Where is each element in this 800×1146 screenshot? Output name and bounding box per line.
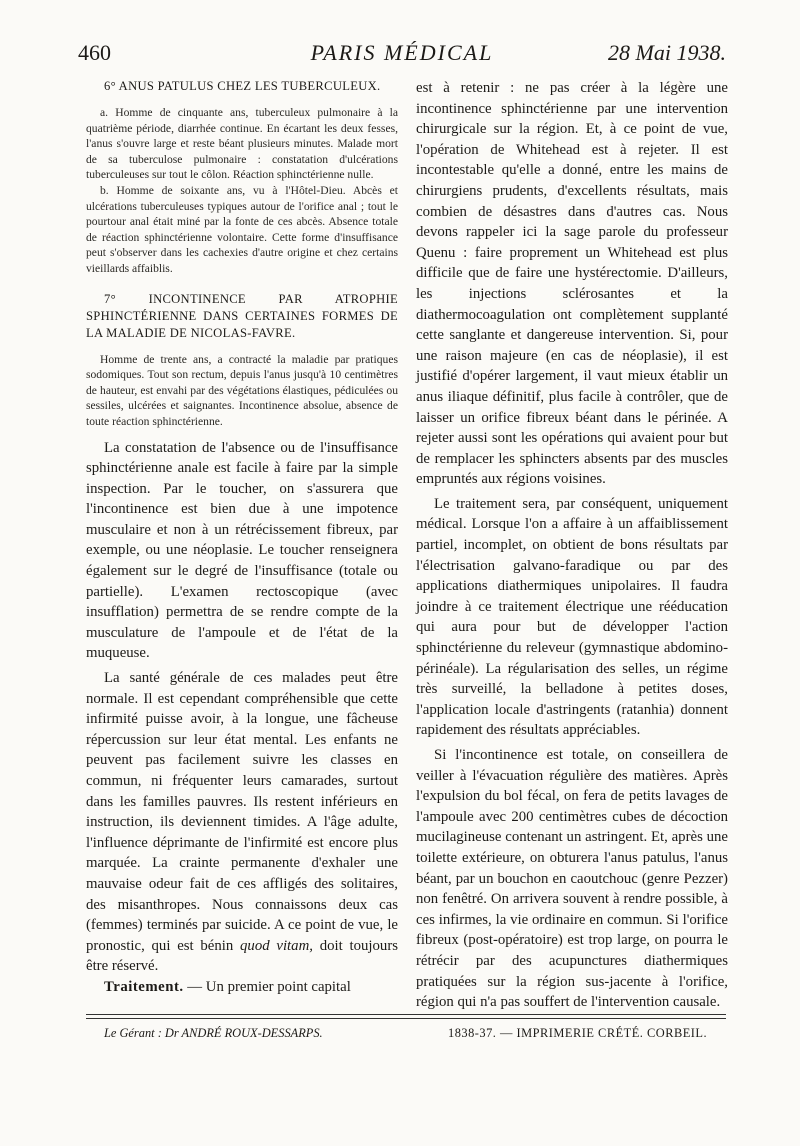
paragraph-general-health-end: doit toujours être réservé. — [86, 937, 399, 975]
section-6-title: 6° ANUS PATULUS CHEZ LES TUBERCULEUX. — [104, 79, 381, 93]
paragraph-medical-treatment: Le traitement sera, par conséquent, uniquement médical. Lorsque l'on a affaire à un affaiblissement partiel, incomplet, on obtient de bons résultats par l'électrisation galvano-faradique ou par des applications diathermiques unipolaires. Il faudra joindre à ce traitement électrique une rééducation qui aura pour but de développer l'action sphinctérienne du releveur (gymnastique abdomino-périnéale). La régularisation des selles, un régime très surveillé, la belladone à petites doses, l'application locale d'astringents (ratanhia) donnent rapidement des résultats appréciables. — [416, 495, 728, 739]
footer-printer: 1838-37. — IMPRIMERIE CRÉTÉ. CORBEIL. — [448, 1026, 708, 1040]
latin-quote: quod vitam, — [240, 937, 313, 954]
treatment-label: Traitement. — [104, 978, 184, 995]
treatment-start: — Un premier point capital — [183, 978, 351, 995]
footer-rule-secondary — [86, 1018, 726, 1019]
left-column — [86, 78, 398, 998]
paragraph-inspection: La constatation de l'absence ou de l'insuffisance sphinctérienne anale est facile à faire par la simple inspection. Par le toucher, on s'assurera que l'incontinence est bien due à une impotence musculaire et non à un rétrécissement fibreux, par exemple, ou une néoplasie. Le toucher renseignera également sur le degré de l'insuffisance (totale ou partielle). L'examen rectoscopique (avec insufflation) permettra de se rendre compte de la musculature de l'ampoule et de l'état de la muqueuse. — [86, 439, 398, 662]
page-number: 460 — [78, 40, 111, 65]
paragraph-general-health-text: La santé générale de ces malades peut être normale. Il est cependant compréhensible que cette infirmité puisse avoir, à la longue, une fâcheuse répercussion sur leur état mental. Les enfants ne peuvent pas facilement suivre les classes en commun, ni fréquenter leurs camarades, surtout dans les familles pauvres. Ils restent inférieurs en instruction, ils deviennent timides. A l'âge adulte, l'influence déprimante de l'infirmité est encore plus marquée. La crainte permanente d'exhaler une mauvaise odeur fait de ces affligés des solitaires, des misanthropes. Nous connaissons deux cas (femmes) terminés par suicide. A ce point de vue, le pronostic, qui est bénin — [86, 670, 398, 954]
case-b: b. Homme de soixante ans, vu à l'Hôtel-Dieu. Abcès et ulcérations tuberculeuses typiques autour de l'orifice anal ; tout le pourtour anal était miné par la fonte de ces abcès. Absence totale de réaction sphinctérienne volontaire. Cette forme d'insuffisance peut s'observer dans les cachexies d'autre origine et chez certains vieillards affaiblis. — [86, 183, 398, 275]
case-a: a. Homme de cinquante ans, tuberculeux pulmonaire à la quatrième période, diarrhée continue. En écartant les deux fesses, l'anus s'ouvre large et reste béant plusieurs minutes. Malade mort de sa tuberculose pulmonaire : constatation d'ulcérations tuberculeuses sur tout le côlon. Réaction sphinctérienne nulle. — [86, 106, 398, 182]
paragraph-continuation: est à retenir : ne pas créer à la légère une incontinence sphinctérienne par une intervention chirurgicale sur la région. Et, à ce point de vue, l'opération de Whitehead est à rejeter. Il est incontestable qu'elle a donné, entre les mains de chirurgiens prudents, d'excellents résultats, mais combien de désastres dans d'autres cas. Nous devons rappeler ici la sage parole du professeur Quenu : faire proprement un Whitehead est plus difficile que de faire une hystérectomie. D'ailleurs, les injections sclérosantes et la diathermocoagulation ont complètement supplanté cette sanglante et dangereuse intervention. Si, pour une raison majeure (en cas de néoplasie), il est justifié d'opérer largement, il vaut mieux établir un anus iliaque définitif, plus facile à contrôler, que de laisser un orifice fibreux béant dans le périnée. A rejeter aussi sont les opérations qui avaient pour but de remplacer les sphincters absents par des muscles empruntés aux régions voisines. — [416, 80, 728, 488]
page-header — [78, 40, 726, 72]
footer-rule — [86, 1014, 726, 1015]
right-column — [416, 78, 728, 1013]
treatment-heading-line — [86, 977, 398, 998]
paragraph-total-incontinence: Si l'incontinence est totale, on conseillera de veiller à l'évacuation régulière des matières. Après l'expulsion du bol fécal, on fera de petits lavages de l'ampoule avec 200 centimètres cubes de décoction mucilagineuse contenant un astringent. Et, après une toilette extérieure, on obturera l'anus patulus, l'anus béant, par un bouchon en caoutchouc (genre Pezzer) non fenêtré. On arrivera souvent à rendre possible, à ces infirmes, la vie ordinaire en commun. Si l'orifice fibreux (post-opératoire) est trop large, on pourra le rétrécir par des acupunctures diathermiques pratiquées sur la région sus-jacente à l'orifice, région qui n'a pas souffert de l'intervention causale. — [416, 747, 728, 1011]
paragraph-general-health — [86, 668, 398, 977]
section-7-title: 7° INCONTINENCE PAR ATROPHIE SPHINCTÉRIENNE DANS CERTAINES FORMES DE LA MALADIE DE NICOLAS-FAVRE. — [86, 291, 398, 340]
footer-manager: Le Gérant : Dr ANDRÉ ROUX-DESSARPS. — [104, 1026, 323, 1040]
issue-date: 28 Mai 1938. — [608, 40, 726, 65]
journal-title: PARIS MÉDICAL — [310, 40, 494, 65]
case-7: Homme de trente ans, a contracté la maladie par pratiques sodomiques. Tout son rectum, depuis l'anus jusqu'à 10 centimètres de hauteur, est envahi par des végétations élastiques, pédiculées ou sessiles, ulcérées et saignantes. Incontinence absolue, absence de toute réaction sphinctérienne. — [86, 352, 398, 428]
